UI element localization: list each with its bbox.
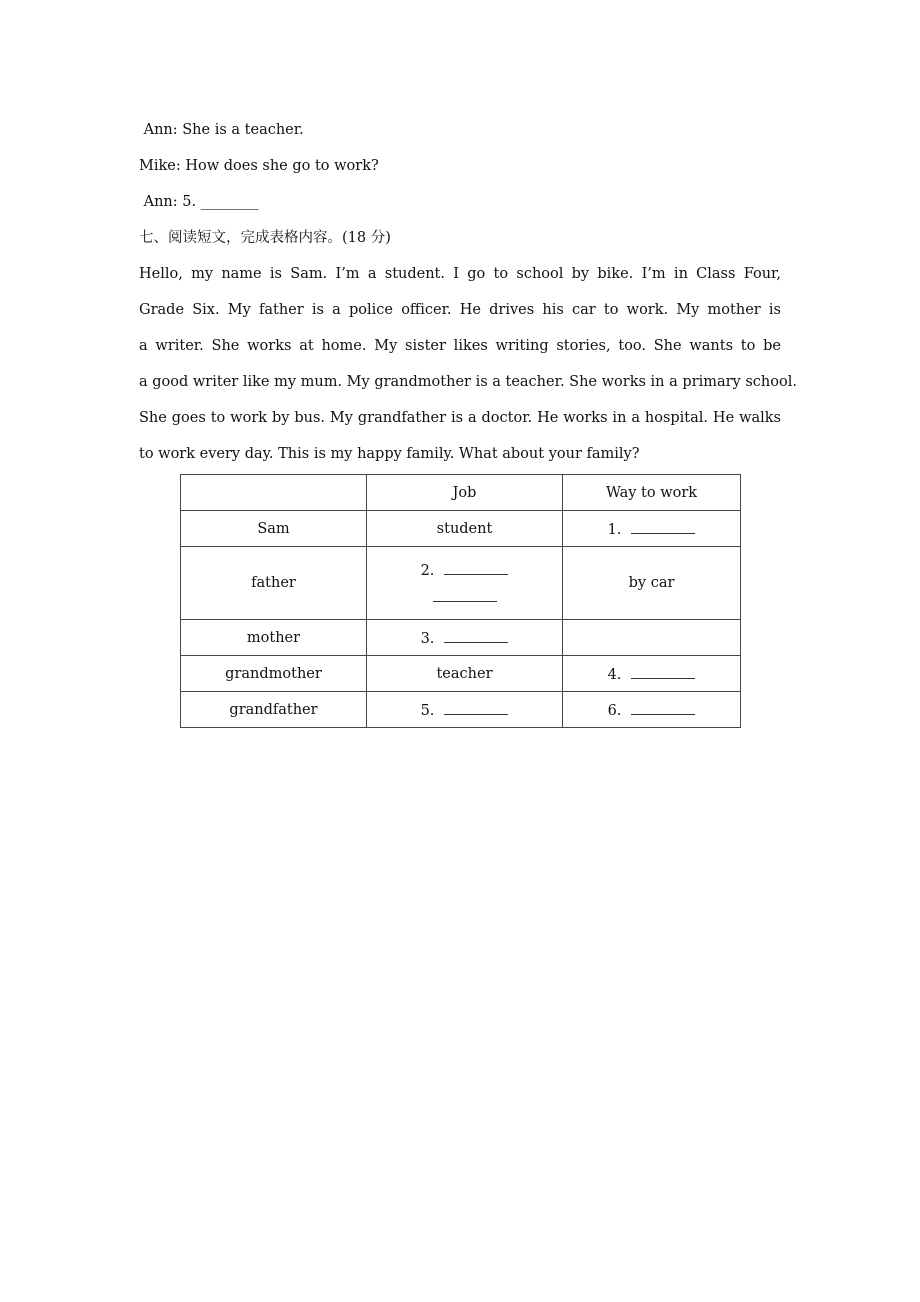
person-cell: grandfather [181,692,367,728]
dialog-line: Mike: How does she go to work? [139,158,379,174]
blank-number: 6. [607,703,622,719]
job-cell: student [367,511,563,547]
answer-blank[interactable] [444,560,508,575]
person-cell: Sam [181,511,367,547]
person-cell: father [181,547,367,620]
person-cell: grandmother [181,656,367,692]
blank-number: 1. [607,522,622,538]
answer-blank[interactable] [631,664,695,679]
way-cell[interactable] [563,692,741,728]
dialog-line: Ann: She is a teacher. [139,122,304,138]
answer-table [180,474,741,728]
blank-number: 3. [420,631,435,647]
table-row [181,656,741,692]
answer-blank[interactable] [444,700,508,715]
blank-number: 4. [607,667,622,683]
job-cell[interactable] [367,547,563,620]
table-row [181,620,741,656]
answer-blank-continued[interactable] [433,587,497,602]
blank-number: 2. [420,563,435,579]
header-cell: Job [367,475,563,511]
person-cell: mother [181,620,367,656]
passage-line: a writer. She works at home. My sister likes writing stories, too. She wants to be [139,338,781,354]
table-row [181,511,741,547]
blank-number: 5. [420,703,435,719]
answer-blank[interactable] [631,700,695,715]
section-heading: 七、阅读短文，完成表格内容。(18 分) [139,230,391,246]
job-cell: teacher [367,656,563,692]
header-cell [181,475,367,511]
job-cell[interactable] [367,620,563,656]
way-cell[interactable] [563,656,741,692]
table-row [181,692,741,728]
job-cell[interactable] [367,692,563,728]
passage [139,264,797,428]
table-row [181,547,741,620]
answer-blank[interactable] [631,519,695,534]
passage-line: a good writer like my mum. My grandmother is a teacher. She works in a primary school. [139,374,797,390]
passage-line: Grade Six. My father is a police officer. He drives his car to work. My mother is [139,302,781,318]
passage-line: Hello, my name is Sam. I’m a student. I go to school by bike. I’m in Class Four, [139,266,781,282]
way-cell[interactable] [563,511,741,547]
table-header-row [181,475,741,511]
passage-line: She goes to work by bus. My grandfather is a doctor. He works in a hospital. He walks [139,410,781,426]
way-cell [563,620,741,656]
dialog-line: Ann: 5. ________ [139,194,259,210]
header-cell: Way to work [563,475,741,511]
passage-line: to work every day. This is my happy family. What about your family? [139,446,640,462]
way-cell: by car [563,547,741,620]
answer-blank[interactable] [444,628,508,643]
